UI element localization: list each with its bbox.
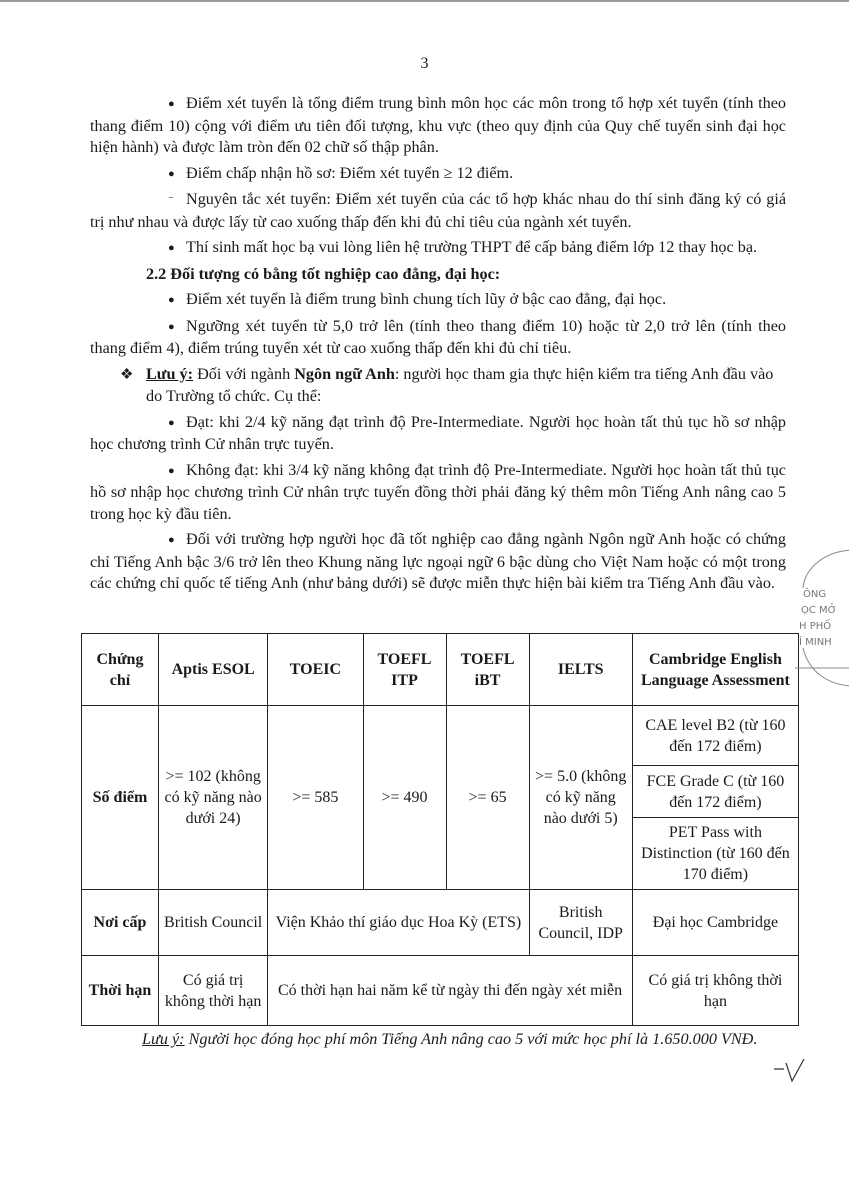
note-paragraph xyxy=(120,364,786,408)
paragraph-text: Điểm xét tuyển là điểm trung bình chung tích lũy ở bậc cao đẳng, đại học. xyxy=(186,290,667,308)
row-label: Nơi cấp xyxy=(82,890,159,956)
header-cell: TOEIC xyxy=(268,634,363,706)
header-cell: Aptis ESOL xyxy=(158,634,267,706)
footnote-label: Lưu ý: xyxy=(142,1030,185,1048)
bullet-paragraph xyxy=(90,316,786,360)
major-name: Ngôn ngữ Anh xyxy=(294,364,395,383)
row-label: Số điểm xyxy=(82,706,159,890)
header-cell: IELTS xyxy=(529,634,632,706)
stamp-ring-icon xyxy=(795,548,849,688)
footnote xyxy=(90,1028,790,1050)
header-cell: TOEFL iBT xyxy=(446,634,529,706)
bullet-paragraph xyxy=(90,460,786,526)
bullet-paragraph xyxy=(90,189,786,233)
bullet-icon: ⁻ xyxy=(168,194,174,206)
bullet-icon: ● xyxy=(168,534,175,546)
document-body xyxy=(90,93,786,599)
table-cell: PET Pass with Distinction (từ 160 đến 170 điểm) xyxy=(632,818,798,890)
paragraph-text: Đối với trường hợp người học đã tốt nghiệp cao đẳng ngành Ngôn ngữ Anh hoặc có chứng chỉ Tiếng Anh bậc 3/6 trở lên theo Khung năng lực ngoại ngữ 6 bậc dùng cho Việt Nam hoặc có một trong các chứng chỉ quốc tế tiếng Anh (như bảng dưới) sẽ được miễn thực hiện bài kiểm tra Tiếng Anh đầu vào. xyxy=(90,530,786,592)
table-cell: British Council xyxy=(158,890,267,956)
table-cell: British Council, IDP xyxy=(529,890,632,956)
bullet-icon: ● xyxy=(168,416,175,429)
bullet-icon: ● xyxy=(168,464,175,477)
page-number: 3 xyxy=(420,55,429,72)
paragraph-text: Nguyên tắc xét tuyển: Điểm xét tuyển của các tổ hợp khác nhau do thí sinh đăng ký có giá trị như nhau và được lấy từ cao xuống thấp đến khi đủ chỉ tiêu của ngành xét tuyển. xyxy=(90,190,786,231)
bullet-paragraph xyxy=(90,289,786,312)
table-cell: Có giá trị không thời hạn xyxy=(632,956,798,1026)
table-cell: >= 65 xyxy=(446,706,529,890)
paragraph-text: Thí sinh mất học bạ vui lòng liên hệ trường THPT để cấp bảng điểm lớp 12 thay học bạ. xyxy=(186,238,758,256)
table-row xyxy=(82,956,799,1026)
header-cell: TOEFL ITP xyxy=(363,634,446,706)
table-cell: FCE Grade C (từ 160 đến 172 điểm) xyxy=(632,766,798,818)
header-cell: Chứng chỉ xyxy=(82,634,159,706)
bullet-paragraph xyxy=(90,237,786,260)
bullet-icon: ● xyxy=(168,167,175,180)
official-stamp xyxy=(795,548,849,688)
diamond-bullet-icon: ❖ xyxy=(120,366,134,383)
table-cell: Đại học Cambridge xyxy=(632,890,798,956)
section-heading: 2.2 Đối tượng có bằng tốt nghiệp cao đẳng, đại học: xyxy=(146,264,501,283)
paragraph-text: Đạt: khi 2/4 kỹ năng đạt trình độ Pre-Intermediate. Người học hoàn tất thủ tục hồ sơ nhập học chương trình Cử nhân trực tuyến. xyxy=(90,412,786,453)
stamp-line: ÔNG xyxy=(803,589,827,600)
note-text: : người học tham gia thực hiện kiểm tra tiếng Anh đầu vào do Trường tổ chức. Cụ thể: xyxy=(146,364,774,405)
signature-mark-icon xyxy=(770,1055,810,1085)
table-cell: CAE level B2 (từ 160 đến 172 điểm) xyxy=(632,706,798,766)
bullet-paragraph xyxy=(90,529,786,595)
table-cell: Viện Khảo thí giáo dục Hoa Kỳ (ETS) xyxy=(268,890,529,956)
table-cell: >= 585 xyxy=(268,706,363,890)
paragraph-text: Điểm chấp nhận hồ sơ: Điểm xét tuyển ≥ 12 điểm. xyxy=(186,163,514,182)
table-row xyxy=(82,890,799,956)
paragraph-text: Ngưỡng xét tuyển từ 5,0 trở lên (tính theo thang điểm 10) hoặc từ 2,0 trở lên (tính theo thang điểm 4), điểm trúng tuyển xét từ cao xuống thấp đến khi đủ chỉ tiêu. xyxy=(90,316,786,357)
paragraph-text: Điểm xét tuyển là tổng điểm trung bình môn học các môn trong tổ hợp xét tuyển (tính theo thang điểm 10) cộng với điểm ưu tiên đối tượng, khu vực (theo quy định của Quy chế tuyển sinh đại học hiện hành) và được làm tròn đến 02 chữ số thập phân. xyxy=(90,94,786,156)
table-cell: Có giá trị không thời hạn xyxy=(158,956,267,1026)
table-cell: >= 102 (không có kỹ năng nào dưới 24) xyxy=(158,706,267,890)
bullet-icon: ● xyxy=(168,98,175,110)
paragraph-text: Không đạt: khi 3/4 kỹ năng không đạt trình độ Pre-Intermediate. Người học hoàn tất thủ tục hồ sơ nhập học chương trình Cử nhân trực tuyến đồng thời phải đăng ký thêm môn Tiếng Anh nâng cao 5 trong học kỳ đầu tiên. xyxy=(90,460,786,523)
page-top-border xyxy=(0,0,849,2)
footnote-text: Người học đóng học phí môn Tiếng Anh nâng cao 5 với mức học phí là 1.650.000 VNĐ. xyxy=(184,1030,758,1048)
stamp-line: H PHỐ xyxy=(799,621,832,632)
bullet-icon: ● xyxy=(168,242,175,254)
table-cell: Có thời hạn hai năm kể từ ngày thi đến ngày xét miễn xyxy=(268,956,633,1026)
header-cell: Cambridge English Language Assessment xyxy=(632,634,798,706)
bullet-paragraph xyxy=(90,163,786,186)
table-cell: >= 490 xyxy=(363,706,446,890)
table-row xyxy=(82,706,799,766)
certificate-table xyxy=(81,633,799,1026)
stamp-line: Í MINH xyxy=(799,637,832,648)
table-cell: >= 5.0 (không có kỹ năng nào dưới 5) xyxy=(529,706,632,890)
initial-signature xyxy=(770,1055,810,1090)
bullet-icon: ● xyxy=(168,320,175,333)
bullet-paragraph xyxy=(90,412,786,456)
note-text: Đối với ngành xyxy=(193,364,295,383)
note-label: Lưu ý: xyxy=(146,364,194,383)
bullet-paragraph xyxy=(90,93,786,159)
stamp-line: ỌC MỞ xyxy=(801,605,837,616)
bullet-icon: ● xyxy=(168,294,175,306)
table-header-row xyxy=(82,634,799,706)
row-label: Thời hạn xyxy=(82,956,159,1026)
